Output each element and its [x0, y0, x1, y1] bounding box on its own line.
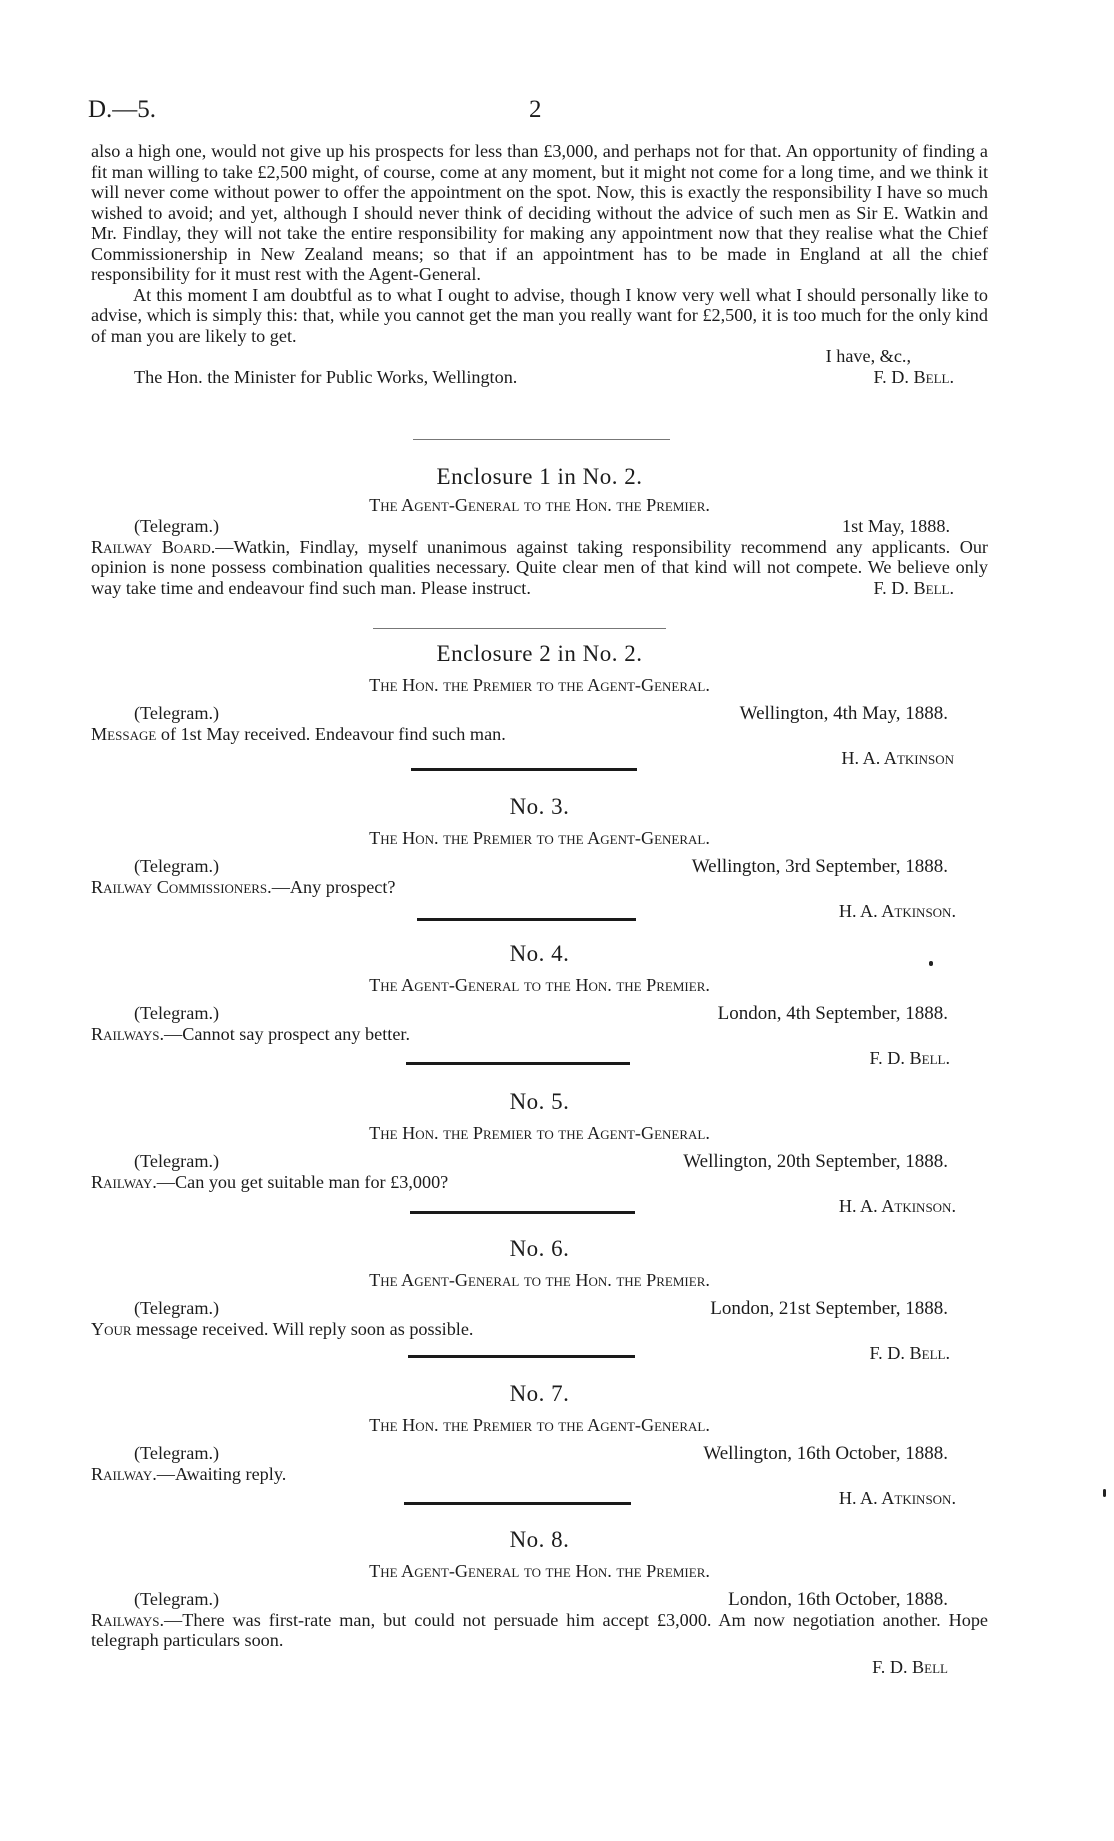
- no-5-text: —Can you get suitable man for £3,000?: [156, 1171, 449, 1192]
- no-3-date: Wellington, 3rd September, 1888.: [691, 856, 948, 877]
- enclosure-1-signature: F. D. Bell.: [873, 577, 954, 598]
- letter-signoff-line: [91, 367, 988, 388]
- page-number: 2: [529, 96, 542, 123]
- no-5-date: Wellington, 20th September, 1888.: [683, 1151, 948, 1172]
- no-4-from-to: The Agent-General to the Hon. the Premier.: [369, 975, 710, 995]
- enclosure-1-heading: Enclosure 1 in No. 2.: [436, 464, 643, 489]
- no-3-type: (Telegram.): [134, 856, 220, 876]
- enclosure-2: [91, 641, 988, 769]
- message-no-3: [91, 794, 988, 922]
- no-5-lead: Railway.: [91, 1171, 157, 1192]
- enclosure-2-type: (Telegram.): [134, 703, 220, 723]
- no-6-signature: F. D. Bell.: [869, 1343, 950, 1363]
- enclosure-1-sign-line: [91, 578, 988, 599]
- section-divider: [408, 1355, 635, 1358]
- ink-speck: [929, 961, 933, 966]
- no-6-text: message received. Will reply soon as possible.: [131, 1318, 474, 1339]
- enclosure-1-date: 1st May, 1888.: [842, 516, 950, 536]
- no-4-message: [91, 1024, 988, 1045]
- section-divider: [406, 1062, 630, 1065]
- letter-addressee: The Hon. the Minister for Public Works, Wellington.: [134, 366, 518, 387]
- enclosure-2-meta: [91, 703, 988, 724]
- no-7-meta: [91, 1443, 988, 1464]
- no-6-message: [91, 1319, 988, 1340]
- no-6-from-to: The Agent-General to the Hon. the Premier.: [369, 1270, 710, 1290]
- no-4-sign-line: [91, 1048, 988, 1069]
- enclosure-2-lead: Message: [91, 723, 157, 744]
- document-reference: D.—5.: [88, 96, 157, 123]
- no-3-from-to: The Hon. the Premier to the Agent-General.: [369, 828, 710, 848]
- no-4-type: (Telegram.): [134, 1003, 220, 1023]
- letter-signature: F. D. Bell.: [873, 366, 954, 387]
- no-5-message: [91, 1172, 988, 1193]
- no-8-lead: Railways.: [91, 1609, 165, 1630]
- section-divider: [410, 1211, 635, 1214]
- no-6-meta: [91, 1298, 988, 1319]
- enclosure-2-signature: H. A. Atkinson: [841, 748, 954, 768]
- section-divider: [413, 439, 670, 440]
- no-5-signature: H. A. Atkinson.: [838, 1196, 956, 1216]
- enclosure-2-text: of 1st May received. Endeavour find such man.: [156, 723, 506, 744]
- enclosure-2-message: [91, 724, 988, 745]
- message-no-5: [91, 1089, 988, 1217]
- no-5-heading: No. 5.: [509, 1089, 570, 1114]
- no-3-text: —Any prospect?: [271, 876, 396, 897]
- message-no-4: [91, 941, 988, 1069]
- no-7-heading: No. 7.: [509, 1381, 570, 1406]
- letter-body: [91, 141, 988, 387]
- no-3-signature: H. A. Atkinson.: [838, 901, 956, 921]
- enclosure-2-date: Wellington, 4th May, 1888.: [739, 703, 948, 724]
- no-6-heading: No. 6.: [509, 1236, 570, 1261]
- enclosure-1-lead: Railway Board.: [91, 536, 216, 557]
- enclosure-1-from-to: The Agent-General to the Hon. the Premier.: [369, 495, 710, 515]
- no-4-text: —Cannot say prospect any better.: [164, 1023, 410, 1044]
- no-3-heading: No. 3.: [509, 794, 570, 819]
- no-6-type: (Telegram.): [134, 1298, 220, 1318]
- no-7-message: [91, 1464, 988, 1485]
- section-divider: [404, 1502, 631, 1505]
- no-5-meta: [91, 1151, 988, 1172]
- message-no-6: [91, 1236, 988, 1364]
- no-8-signature: F. D. Bell: [872, 1656, 948, 1677]
- no-7-signature: H. A. Atkinson.: [838, 1488, 956, 1508]
- enclosure-2-heading: Enclosure 2 in No. 2.: [436, 641, 643, 666]
- no-5-from-to: The Hon. the Premier to the Agent-General.: [369, 1123, 710, 1143]
- no-5-type: (Telegram.): [134, 1151, 220, 1171]
- no-8-sign-line: [91, 1657, 988, 1678]
- enclosure-1-meta: [91, 516, 988, 537]
- letter-paragraph-1: also a high one, would not give up his prospects for less than £3,000, and perhaps not for that. An opportunity of finding a fit man willing to take £2,500 might, of course, come at any moment, but it might not come for a long time, and we think it will never come without power to offer the appointment on the spot. Now, this is exactly the responsibility I have so much wished to avoid; and yet, although I should never think of deciding without the advice of such men as Sir E. Watkin and Mr. Findlay, they will not take the entire responsibility for making any appointment now that they realise what the Chief Commissionership in New Zealand means; so that if an appointment has to be made in England at all the chief responsibility for it must rest with the Agent-General.: [91, 141, 988, 284]
- no-7-date: Wellington, 16th October, 1888.: [703, 1443, 948, 1464]
- no-8-date: London, 16th October, 1888.: [728, 1589, 948, 1610]
- no-3-lead: Railway Commissioners.: [91, 876, 272, 897]
- no-6-sign-line: [91, 1343, 988, 1364]
- no-6-lead: Your: [91, 1318, 132, 1339]
- no-8-heading: No. 8.: [509, 1527, 570, 1552]
- no-7-sign-line: [91, 1488, 988, 1509]
- message-no-7: [91, 1381, 988, 1509]
- enclosure-1-type: (Telegram.): [134, 516, 220, 536]
- enclosure-2-from-to: The Hon. the Premier to the Agent-General.: [369, 675, 710, 695]
- no-4-lead: Railways.: [91, 1023, 165, 1044]
- no-4-heading: No. 4.: [509, 941, 570, 966]
- no-8-message: [91, 1610, 988, 1651]
- no-4-date: London, 4th September, 1888.: [717, 1003, 948, 1024]
- letter-closing: I have, &c.,: [825, 346, 911, 366]
- no-4-signature: F. D. Bell.: [869, 1048, 950, 1068]
- section-divider: [411, 768, 637, 771]
- no-7-text: —Awaiting reply.: [156, 1463, 287, 1484]
- no-6-date: London, 21st September, 1888.: [710, 1298, 948, 1319]
- no-3-meta: [91, 856, 988, 877]
- no-8-text: —There was first-rate man, but could not persuade him accept £3,000. Am now negotiation another. Hope telegraph particulars soon.: [91, 1609, 988, 1650]
- no-3-message: [91, 877, 988, 898]
- no-7-type: (Telegram.): [134, 1443, 220, 1463]
- enclosure-2-sign-line: [91, 748, 988, 769]
- no-7-from-to: The Hon. the Premier to the Agent-General.: [369, 1415, 710, 1435]
- section-divider: [417, 918, 636, 921]
- no-4-meta: [91, 1003, 988, 1024]
- enclosure-1-text: —Watkin, Findlay, myself unanimous against taking responsibility recommend any applicants. Our opinion is none possess combination qualities necessary. Quite clear men of that kind will not compete. We believe only way take time and endeavour find such man. Please instruct.: [91, 536, 988, 598]
- no-7-lead: Railway.: [91, 1463, 157, 1484]
- no-8-type: (Telegram.): [134, 1589, 220, 1609]
- letter-paragraph-2: At this moment I am doubtful as to what I ought to advise, though I know very well what I should personally like to advise, which is simply this: that, while you cannot get the man you really want for £2,500, it is too much for the only kind of man you are likely to get.: [91, 284, 988, 346]
- no-8-meta: [91, 1589, 988, 1610]
- section-divider: [373, 628, 666, 629]
- no-8-from-to: The Agent-General to the Hon. the Premier.: [369, 1561, 710, 1581]
- letter-closing-line: [91, 346, 988, 367]
- message-no-8: [91, 1527, 988, 1677]
- ink-speck: [1103, 1489, 1106, 1497]
- enclosure-1: [91, 464, 988, 598]
